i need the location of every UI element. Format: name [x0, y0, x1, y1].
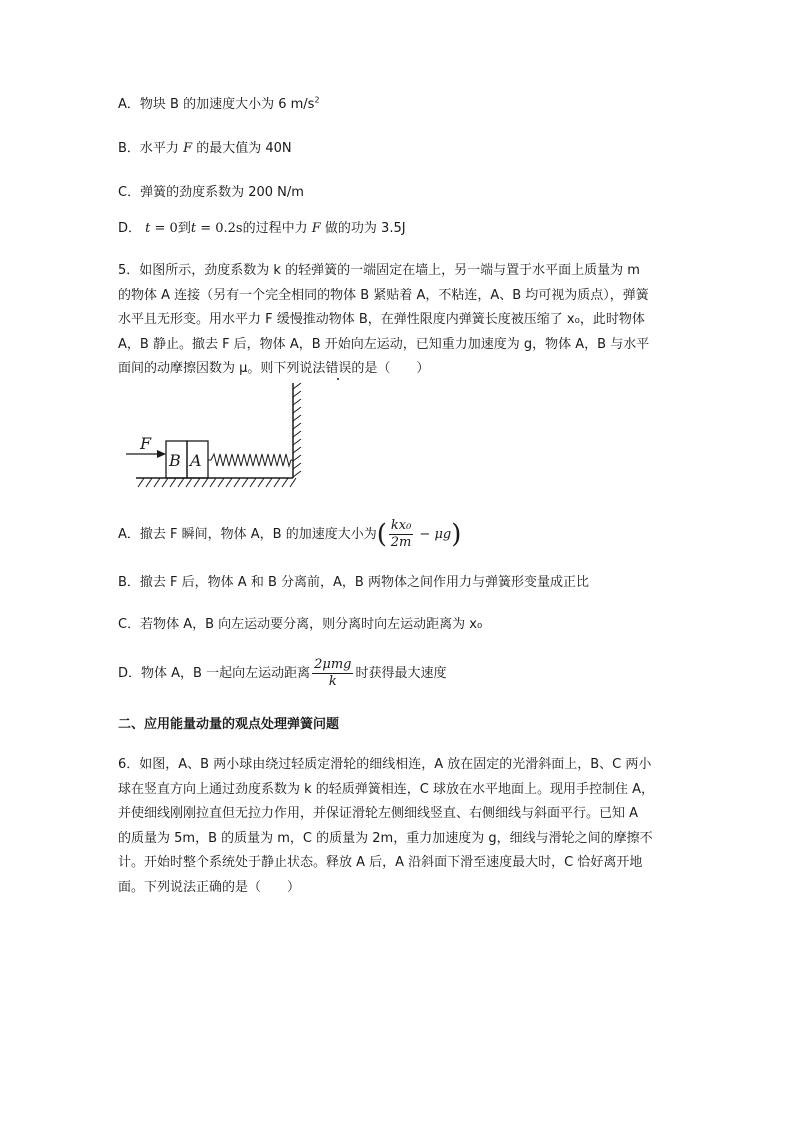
q5-option-d — [118, 657, 446, 691]
open-paren: ( — [376, 519, 387, 550]
denominator: k — [328, 674, 337, 689]
section-heading: 二、应用能量动量的观点处理弹簧问题 — [118, 717, 340, 732]
denominator: 2m — [390, 535, 412, 550]
time-symbol: t — [145, 221, 151, 236]
prev-option-d — [118, 220, 406, 238]
option-text: 水平力 — [139, 141, 179, 156]
prev-option-a — [118, 96, 320, 114]
numerator: 2μmg — [314, 657, 352, 672]
equation: = 0 — [150, 221, 178, 236]
option-text: A．撤去 F 瞬间，物体 A，B 的加速度大小为 — [118, 527, 377, 542]
option-text: C．若物体 A，B 向左运动要分离，则分离时向左运动距离为 x₀ — [118, 617, 483, 632]
question-5-stem — [118, 259, 678, 382]
option-text: 弹簧的劲度系数为 200 N/m — [140, 185, 304, 200]
option-label: B． — [118, 141, 140, 156]
force-label: F — [140, 434, 152, 453]
option-text: 的最大值为 40N — [196, 141, 292, 156]
fraction — [312, 657, 353, 690]
formula-tail: − μg — [415, 527, 452, 542]
time-symbol: t — [190, 221, 197, 236]
option-text: 物块 B 的加速度大小为 6 m/s — [139, 97, 315, 112]
force-symbol: F — [311, 221, 321, 236]
question-line: 的质量为 5m，B 的质量为 m，C 的质量为 2m，重力加速度为 g，细线与滑轮之间的摩擦不 — [118, 830, 653, 846]
floor-hatching — [138, 478, 296, 487]
force-symbol: F — [183, 141, 193, 156]
question-text: 的是（ ） — [351, 361, 430, 377]
option-label: C． — [118, 185, 141, 200]
option-text: 到 — [177, 221, 191, 236]
spring-block-figure — [126, 383, 308, 491]
question-line: 的物体 A 连接（另有一个完全相同的物体 B 紧贴着 A，不粘连，A、B 均可视为质点），弹簧 — [118, 287, 649, 303]
option-text: 时获得最大速度 — [355, 666, 447, 681]
close-paren: ) — [451, 519, 462, 550]
question-line — [118, 357, 678, 382]
numerator: kx₀ — [390, 518, 412, 533]
question-line: 5．如图所示，劲度系数为 k 的轻弹簧的一端固定在墙上，另一端与置于水平面上质量为 m — [118, 263, 640, 278]
option-label: A． — [118, 97, 140, 112]
question-line: 面。下列说法正确的是（ ） — [118, 879, 301, 895]
question-line: 并使细线刚刚拉直但无拉力作用，并保证滑轮左侧细线竖直、右侧细线与斜面平行。已知 A — [118, 806, 639, 822]
option-text: 做的功为 3.5J — [324, 221, 406, 236]
prev-option-c — [118, 184, 304, 202]
spring — [208, 454, 293, 466]
arrow-head-icon — [157, 450, 166, 458]
fraction — [389, 518, 413, 551]
q5-option-c — [118, 616, 482, 634]
superscript: 2 — [314, 95, 320, 105]
block-b-label: B — [169, 451, 181, 470]
prev-option-b — [118, 140, 292, 158]
block-a-label: A — [190, 451, 202, 470]
equation: = 0.2s — [196, 221, 243, 236]
q5-option-b — [118, 574, 589, 592]
question-line: 球在竖直方向上通过劲度系数为 k 的轻质弹簧相连，C 球放在水平地面上。现用手控制住 A， — [118, 781, 655, 797]
question-6-stem — [118, 753, 678, 901]
question-line: A，B 静止。撤去 F 后，物体 A，B 开始向左运动，已知重力加速度为 g，物体 A，B 与水平 — [118, 336, 650, 352]
wall-hatching — [293, 383, 301, 477]
option-text: B．撤去 F 后，物体 A 和 B 分离前，A，B 两物体之间作用力与弹簧形变量成正比 — [118, 575, 589, 590]
option-label: D． — [118, 221, 142, 236]
option-text: D．物体 A，B 一起向左运动距离 — [118, 666, 311, 681]
question-line: 水平且无形变。用水平力 F 缓慢推动物体 B，在弹性限度内弹簧长度被压缩了 x₀，此时物体 — [118, 312, 645, 328]
question-line: 计。开始时整个系统处于静止状态。释放 A 后，A 沿斜面下滑至速度最大时，C 恰好离开地 — [118, 855, 643, 871]
option-text: 的过程中力 — [242, 221, 308, 236]
q5-option-a — [118, 518, 461, 552]
question-line: 6．如图，A、B 两小球由绕过轻质定滑轮的细线相连，A 放在固定的光滑斜面上，B、C 两小 — [118, 757, 652, 772]
emphasized-word: 错误 — [325, 361, 352, 377]
question-text: 面间的动摩擦因数为 μ。则下列说法 — [118, 361, 326, 377]
